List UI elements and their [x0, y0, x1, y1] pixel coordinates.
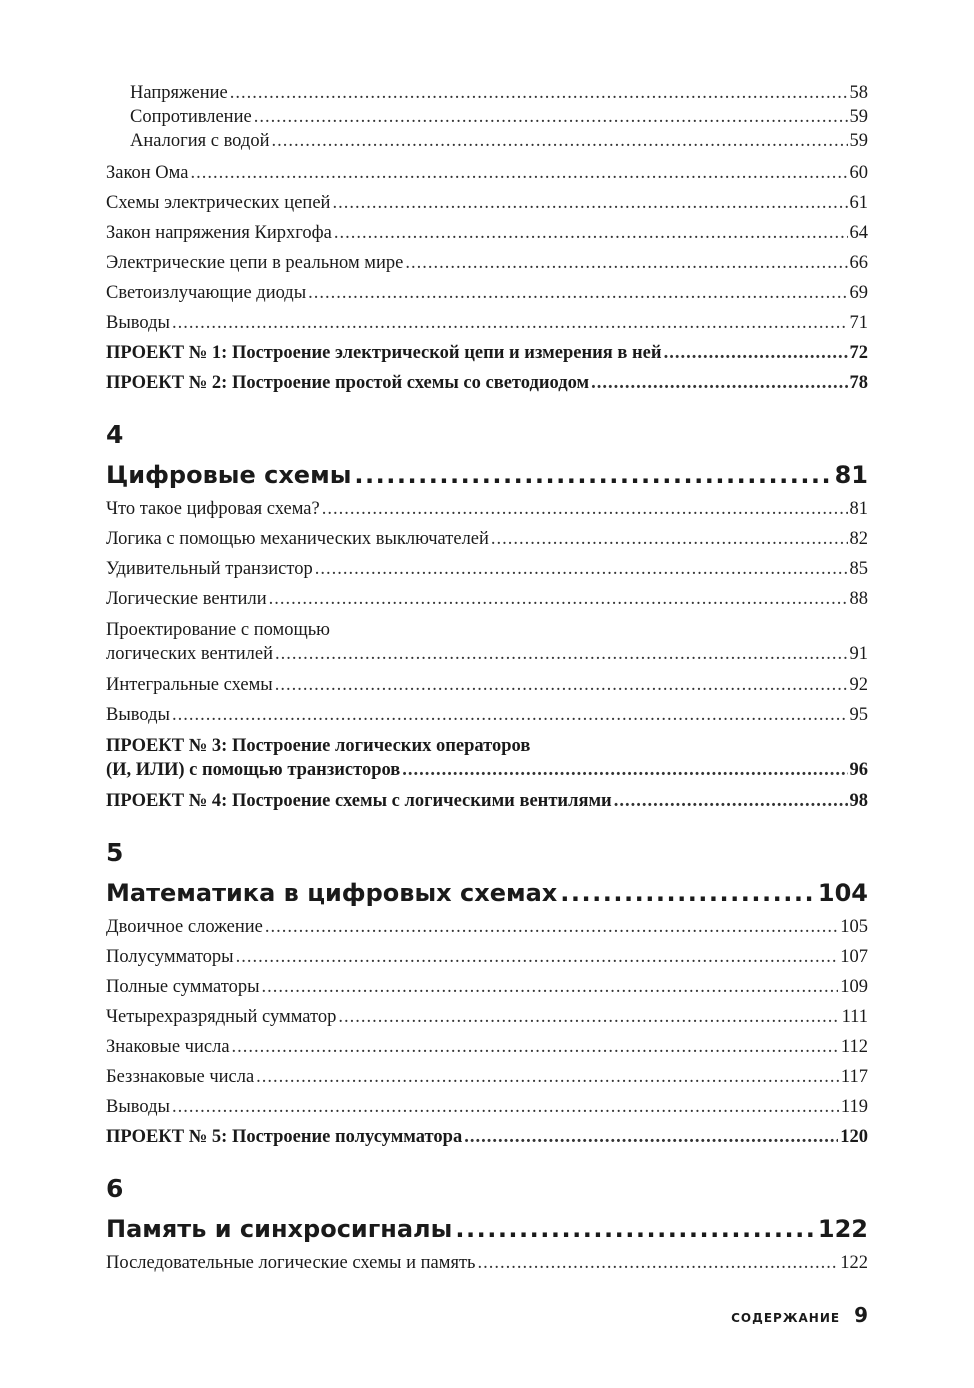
toc-entry: Последовательные логические схемы и память ..... 122 — [106, 1252, 868, 1274]
chapter-title: Память и синхросигналы ..... 122 — [106, 1214, 868, 1244]
chapter-number: 4 — [106, 420, 124, 449]
toc-entry: Проектирование с помощью логических вентилей ..... 91 — [106, 618, 868, 666]
toc-project-entry: ПРОЕКТ № 1: Построение электрической цепи и измерения в ней ..... 72 — [106, 342, 868, 364]
toc-entry: Логические вентили ..... 88 — [106, 588, 868, 610]
toc-entry: Что такое цифровая схема? ..... 81 — [106, 498, 868, 520]
toc-entry: Знаковые числа ..... 112 — [106, 1036, 868, 1058]
toc-entry: Выводы ..... 95 — [106, 704, 868, 726]
chapter-title: Цифровые схемы ..... 81 — [106, 460, 868, 490]
toc-entry: Беззнаковые числа ..... 117 — [106, 1066, 868, 1088]
running-head: СОДЕРЖАНИЕ — [731, 1311, 841, 1325]
toc-entry: Выводы ..... 71 — [106, 312, 868, 334]
toc-entry: Удивительный транзистор ..... 85 — [106, 558, 868, 580]
chapter-number: 6 — [106, 1174, 124, 1203]
toc-entry: Выводы ..... 119 — [106, 1096, 868, 1118]
toc-page — [106, 82, 868, 1282]
chapter-title: Математика в цифровых схемах ..... 104 — [106, 878, 868, 908]
toc-entry: Электрические цепи в реальном мире ..... 66 — [106, 252, 868, 274]
toc-entry: Полусумматоры ..... 107 — [106, 946, 868, 968]
toc-project-entry: ПРОЕКТ № 2: Построение простой схемы со светодиодом ..... 78 — [106, 372, 868, 394]
toc-entry: Интегральные схемы ..... 92 — [106, 674, 868, 696]
toc-entry: Закон Ома ..... 60 — [106, 162, 868, 184]
page-number: 9 — [854, 1303, 868, 1327]
toc-entry: Схемы электрических цепей ..... 61 — [106, 192, 868, 214]
chapter-number: 5 — [106, 838, 124, 867]
toc-project-entry: ПРОЕКТ № 3: Построение логических операторов (И, ИЛИ) с помощью транзисторов ..... 96 — [106, 734, 868, 782]
toc-entry: Полные сумматоры ..... 109 — [106, 976, 868, 998]
toc-entry: Напряжение ..... 58 — [106, 82, 868, 104]
toc-entry: Сопротивление ..... 59 — [106, 106, 868, 128]
toc-entry: Аналогия с водой ..... 59 — [106, 130, 868, 152]
toc-entry: Двоичное сложение ..... 105 — [106, 916, 868, 938]
toc-project-entry: ПРОЕКТ № 5: Построение полусумматора ..... 120 — [106, 1126, 868, 1148]
toc-entry: Светоизлучающие диоды ..... 69 — [106, 282, 868, 304]
toc-entry: Логика с помощью механических выключателей ..... 82 — [106, 528, 868, 550]
page-footer — [731, 1303, 868, 1327]
toc-entry: Закон напряжения Кирхгофа ..... 64 — [106, 222, 868, 244]
toc-project-entry: ПРОЕКТ № 4: Построение схемы с логическими вентилями ..... 98 — [106, 790, 868, 812]
toc-entry: Четырехразрядный сумматор ..... 111 — [106, 1006, 868, 1028]
